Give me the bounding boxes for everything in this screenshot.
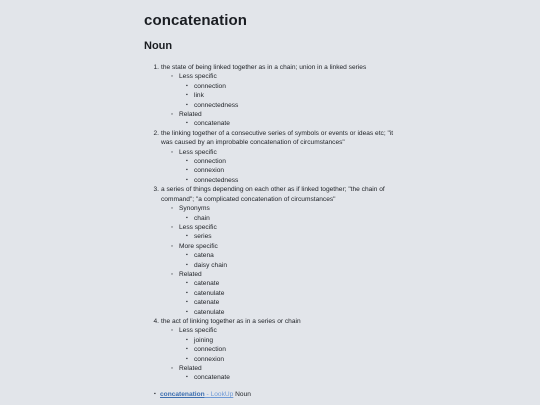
sense-number: 3. (153, 186, 159, 194)
source-line (154, 390, 251, 399)
related-word: ▪ catenulate (193, 308, 395, 317)
related-word-list (172, 82, 395, 110)
sense-item (145, 185, 395, 317)
sense-definition: a series of things depending on each other as if linked together; "the chain of command"; "a complicated concatenation of circumstances" (161, 186, 385, 203)
related-word: ▪ chain (193, 214, 395, 223)
source-suffix: Noun (233, 391, 251, 398)
sense-list (145, 63, 395, 383)
relation-label-text: Less specific (179, 327, 217, 335)
related-word: ▪ connection (193, 345, 395, 354)
related-word-list (172, 373, 395, 382)
related-word: ▪ catenate (193, 279, 395, 288)
sense-definition: the linking together of a consecutive series of symbols or events or ideas etc; "it was caused by an improbable concatenation of circumstances" (161, 129, 394, 147)
relation-group (172, 223, 395, 242)
sense-item (145, 317, 395, 383)
relation-group-label (172, 326, 395, 335)
related-word: ▪ daisy chain (193, 261, 395, 270)
relation-group-label (172, 364, 395, 373)
relation-label-text: Less specific (179, 73, 217, 81)
related-word: ▪ connection (193, 157, 395, 166)
related-word: ▪ concatenate (193, 373, 395, 382)
related-word: ▪ connection (193, 82, 395, 91)
relation-group-list (161, 204, 395, 317)
sense-body (161, 129, 395, 185)
related-word: ▪ connexion (193, 355, 395, 364)
related-word-list (172, 232, 395, 241)
related-word-list (172, 119, 395, 128)
sense-number: 4. (153, 317, 159, 325)
relation-group (172, 72, 395, 110)
relation-label-text: More specific (179, 242, 218, 250)
sense-definition: the state of being linked together as in a chain; union in a linked series (161, 64, 367, 71)
related-word-list (172, 279, 395, 317)
relation-group (172, 326, 395, 364)
sense-body (161, 317, 395, 383)
relation-label-text: Related (179, 270, 202, 278)
relation-group-label (172, 204, 395, 213)
source-separator: - (204, 391, 211, 398)
sense-number: 2. (153, 129, 159, 137)
related-word-list (172, 157, 395, 185)
sense-body (161, 185, 395, 317)
relation-group-label (172, 148, 395, 157)
lookup-link[interactable]: LookUp (210, 391, 234, 398)
related-word-list (172, 336, 395, 364)
relation-group (172, 110, 395, 129)
sense-definition: the act of linking together as in a series or chain (161, 317, 301, 325)
relation-group (172, 270, 395, 317)
relation-group-list (161, 148, 395, 186)
related-word-list (172, 251, 395, 270)
relation-group-label (172, 242, 395, 251)
relation-group-label (172, 270, 395, 279)
relation-group-list (161, 326, 395, 382)
related-word-list (172, 214, 395, 223)
related-word: ▪ link (193, 91, 395, 100)
relation-label-text: Related (179, 365, 202, 372)
related-word: ▪ series (193, 232, 395, 241)
related-word: ▪ catenulate (193, 289, 395, 298)
relation-label-text: Synonyms (179, 205, 210, 213)
relation-group-label (172, 223, 395, 232)
relation-label-text: Related (179, 111, 202, 119)
relation-group-label (172, 72, 395, 81)
bullet-icon: ▪ (154, 391, 156, 397)
related-word: ▪ connectedness (193, 176, 395, 185)
sense-item (145, 63, 395, 129)
relation-group (172, 148, 395, 186)
part-of-speech-heading: Noun (144, 40, 173, 52)
related-word: ▪ joining (193, 336, 395, 345)
sense-number: 1. (153, 64, 159, 71)
relation-group-list (161, 72, 395, 128)
related-word: ▪ catenate (193, 298, 395, 307)
relation-group (172, 204, 395, 223)
related-word: ▪ concatenate (193, 119, 395, 128)
relation-group (172, 364, 395, 383)
page-title: concatenation (144, 12, 247, 29)
related-word: ▪ connectedness (193, 101, 395, 110)
related-word: ▪ connexion (193, 166, 395, 175)
relation-label-text: Less specific (179, 223, 217, 231)
source-word-link[interactable]: concatenation (160, 391, 205, 398)
relation-group-label (172, 110, 395, 119)
related-word: ▪ catena (193, 251, 395, 260)
relation-group (172, 242, 395, 270)
sense-body (161, 63, 395, 129)
sense-item (145, 129, 395, 185)
relation-label-text: Less specific (179, 148, 217, 156)
